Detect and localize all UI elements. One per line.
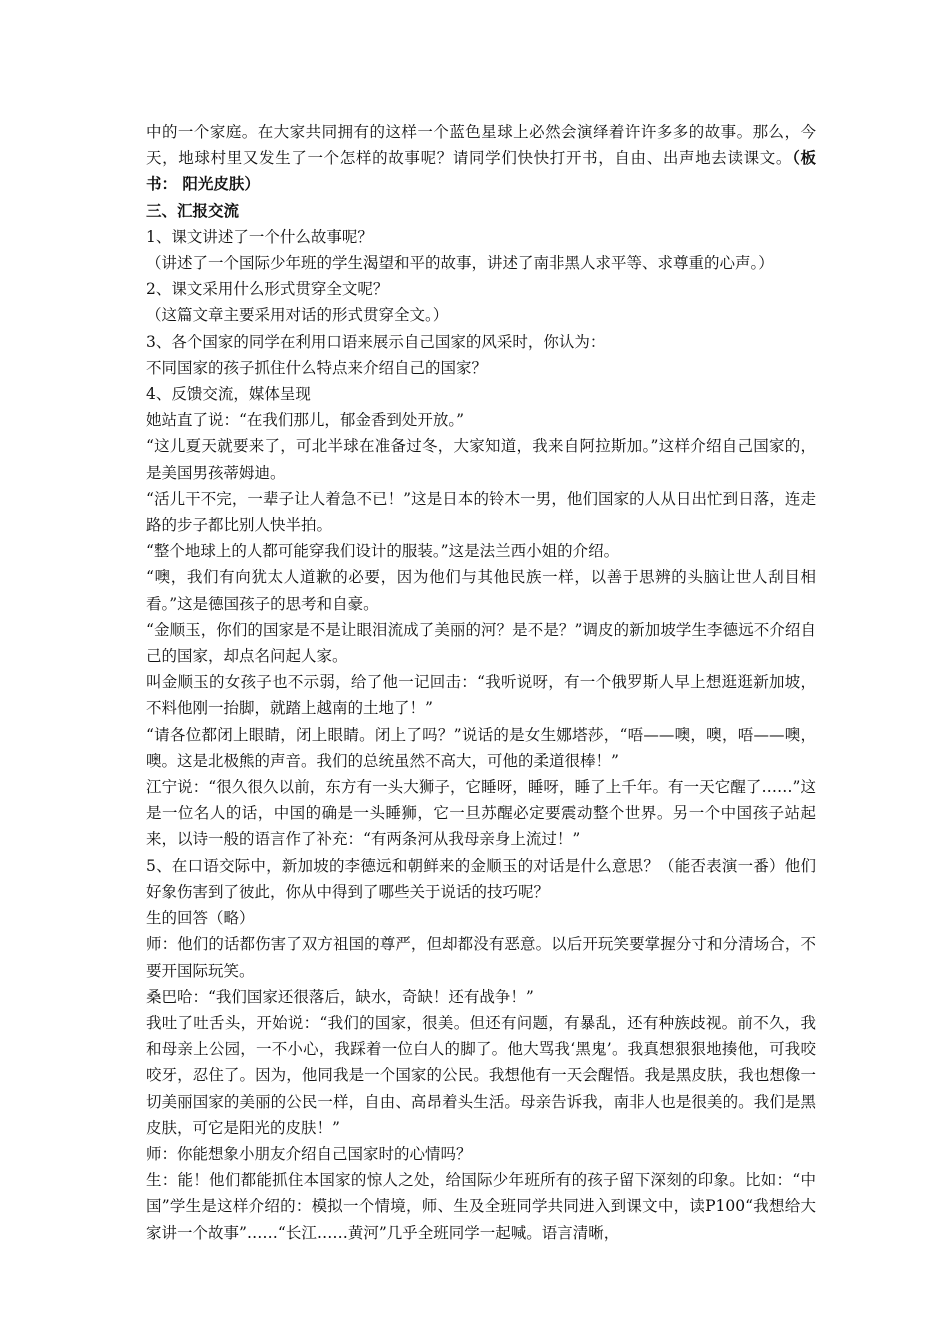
text-run: 不同国家的孩子抓住什么特点来介绍自己的国家？	[146, 358, 488, 377]
paragraph	[146, 722, 816, 774]
text-run: “噢，我们有向犹太人道歉的必要，因为他们与其他民族一样，以善于思辨的头脑让世人刮目相看。”这是德国孩子的思考和自豪。	[146, 568, 816, 613]
paragraph	[146, 564, 816, 616]
text-run: 叫金顺玉的女孩子也不示弱，给了他一记回击：“我听说呀，有一个俄罗斯人早上想逛逛新加坡，不料他刚一抬脚，就踏上越南的土地了！”	[146, 673, 816, 718]
paragraph	[146, 538, 816, 564]
paragraph	[146, 1141, 816, 1167]
text-run: “这儿夏天就要来了，可北半球在准备过冬，大家知道，我来自阿拉斯加。”这样介绍自己国家的，是美国男孩蒂姆迪。	[146, 437, 816, 482]
text-run: “金顺玉，你们的国家是不是让眼泪流成了美丽的河？是不是？”调皮的新加坡学生李德远不介绍自己的国家，却点名问起人家。	[146, 620, 816, 666]
text-run: 4、反馈交流，媒体呈现	[146, 385, 311, 404]
paragraph	[146, 433, 816, 485]
paragraph	[146, 250, 816, 276]
paragraph	[146, 984, 816, 1010]
text-run: 1、课文讲述了一个什么故事呢？	[146, 227, 373, 246]
text-run: 中的一个家庭。在大家共同拥有的这样一个蓝色星球上必然会演绎着许许多多的故事。那么，今天，地球村里又发生了一个怎样的故事呢？请同学们快快打开书，自由、出声地去读课文。	[146, 123, 816, 168]
text-run: 2、课文采用什么形式贯穿全文呢？	[146, 280, 389, 299]
text-run: （讲述了一个国际少年班的学生渴望和平的故事，讲述了南非黑人求平等、求尊重的心声。）	[146, 254, 774, 273]
text-run: 她站直了说：“在我们那儿，郁金香到处开放。”	[146, 411, 465, 430]
paragraph	[146, 853, 816, 905]
paragraph	[146, 276, 816, 302]
paragraph	[146, 905, 816, 931]
paragraph	[146, 302, 816, 328]
text-run: 生：能！他们都能抓住本国家的惊人之处，给国际少年班所有的孩子留下深刻的印象。比如：“中国”学生是这样介绍的：模拟一个情境，师、生及全班同学共同进入到课文中，读P100“我想给大家讲一个故事”……“长江……黄河”几乎全班同学一起喊。语言清晰，	[146, 1171, 816, 1242]
document-body	[146, 119, 816, 1246]
paragraph	[146, 669, 816, 721]
text-run: 桑巴哈：“我们国家还很落后，缺水，奇缺！还有战争！”	[146, 987, 534, 1006]
paragraph	[146, 329, 816, 355]
text-run: “活儿干不完，一辈子让人着急不已！”这是日本的铃木一男，他们国家的人从日出忙到日落，连走路的步子都比别人快半拍。	[146, 489, 816, 535]
paragraph	[146, 224, 816, 250]
paragraph	[146, 617, 816, 669]
text-run: “请各位都闭上眼睛，闭上眼睛。闭上了吗？”说话的是女生娜塔莎，“唔——噢，噢，唔——噢，噢。这是北极熊的声音。我们的总统虽然不高大，可他的柔道很棒！”	[146, 725, 816, 770]
paragraph	[146, 486, 816, 538]
text-run: 5、在口语交际中，新加坡的李德远和朝鲜来的金顺玉的对话是什么意思？（能否表演一番）他们好象伤害到了彼此，你从中得到了哪些关于说话的技巧呢？	[146, 856, 816, 901]
bold-text: 三、汇报交流	[146, 200, 240, 220]
text-run: 3、各个国家的同学在利用口语来展示自己国家的风采时，你认为：	[146, 332, 606, 351]
paragraph	[146, 407, 816, 433]
text-run: 我吐了吐舌头，开始说：“我们的国家，很美。但还有问题，有暴乱，还有种族歧视。前不久，我和母亲上公园，一不小心，我踩着一位白人的脚了。他大骂我‘黑鬼’。我真想狠狠地揍他，可我咬咬牙，忍住了。因为，他同我是一个国家的公民。我想他有一天会醒悟。我是黑皮肤，我也想像一切美丽国家的美丽的公民一样，自由、高昂着头生活。母亲告诉我，南非人也是很美的。我们是黑皮肤，可它是阳光的皮肤！”	[146, 1013, 816, 1137]
text-run: 师：他们的话都伤害了双方祖国的尊严，但却都没有恶意。以后开玩笑要掌握分寸和分清场合，不要开国际玩笑。	[146, 935, 816, 980]
paragraph	[146, 774, 816, 853]
text-run: 生的回答（略）	[146, 909, 255, 928]
paragraph	[146, 381, 816, 407]
paragraph	[146, 1167, 816, 1246]
bold-text: （板书： 阳光皮肤）	[146, 148, 816, 194]
paragraph	[146, 1010, 816, 1141]
text-run: （这篇文章主要采用对话的形式贯穿全文。）	[146, 306, 449, 325]
text-run: 师：你能想象小朋友介绍自己国家时的心情吗？	[146, 1144, 472, 1163]
paragraph	[146, 198, 816, 224]
text-run: 江宁说：“很久很久以前，东方有一头大狮子，它睡呀，睡呀，睡了上千年。有一天它醒了……”这是一位名人的话，中国的确是一头睡狮，它一旦苏醒必定要震动整个世界。另一个中国孩子站起来，以诗一般的语言作了补充：“有两条河从我母亲身上流过！”	[146, 778, 816, 849]
paragraph	[146, 931, 816, 983]
paragraph	[146, 119, 816, 198]
text-run: “整个地球上的人都可能穿我们设计的服装。”这是法兰西小姐的介绍。	[146, 542, 620, 561]
paragraph	[146, 355, 816, 381]
